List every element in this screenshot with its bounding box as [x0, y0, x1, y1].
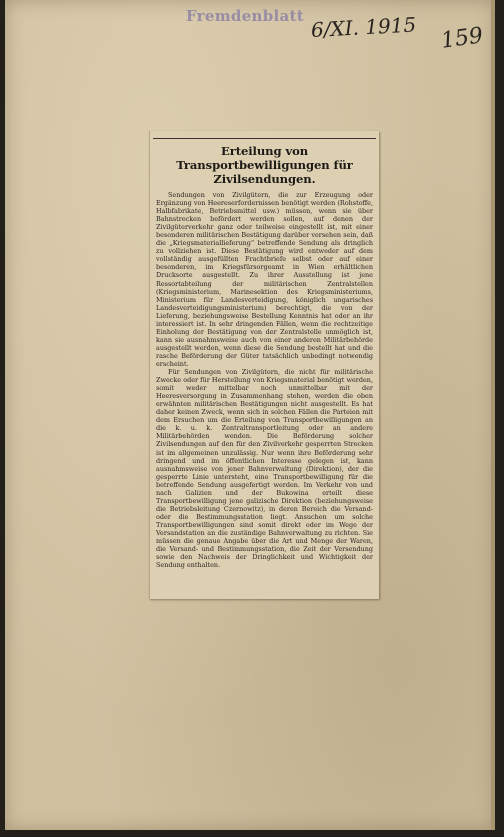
archive-page	[5, 0, 495, 830]
page-edge	[491, 0, 495, 830]
article-body	[156, 191, 373, 569]
handwritten-date: 6/XI. 1915	[310, 12, 417, 42]
article-headline: Erteilung von Transportbewilligungen für Zivilsendungen.	[176, 144, 353, 186]
newspaper-stamp: Fremdenblatt	[186, 7, 305, 25]
article-paragraph-2: Für Sendungen von Zivilgütern, die nicht für militärische Zwecke oder für Herstellung von Kriegsmaterial benötigt werden, somit weder mittelbar noch unmittelbar mit der Heeresversorgung in Zusammenhang stehen, werden die oben erwähnten militärischen Bestätigungen nicht ausgestellt. Es hat daher keinen Zweck, wenn sich in solchen Fällen die Parteien mit dem Ersuchen um die Erteilung von Transportbewilligungen an die k. u. k. Zentraltransportleitung oder an andere Militärbehörden wenden. Die Beförderung solcher Zivilsendungen auf den für den Zivilverkehr gesperrten Strecken ist im allgemeinen unzulässig. Nur wenn ihre Beförderung sehr dringend und im öffentlichen Interesse gelegen ist, kann ausnahmsweise von jener Bahnverwaltung (Direktion), der die gesperrte Linie untersteht, eine Transportbewilligung für die betreffende Sendung ausgefertigt werden. Im Verkehr von und nach Galizien und der Bukowina erteilt diese Transportbewilligung jene galizische Direktion (beziehungsweise die Betriebsleitung Czernowitz), in deren Bereich die Versand- oder die Bestimmungsstation liegt. Ansuchen um solche Transportbewilligungen sind somit direkt oder im Wege der Versandstation an die zuständige Bahnverwaltung zu richten. Sie müssen die genaue Angabe über die Art und Menge der Waren, die Versand- und Bestimmungsstation, die Zeit der Versendung sowie den Nachweis der Dringlichkeit und Wichtigkeit der Sendung enthalten.	[156, 368, 373, 570]
article-paragraph-1: Sendungen von Zivilgütern, die zur Erzeugung oder Ergänzung von Heereserfordernissen benötigt werden (Rohstoffe, Halbfabrikate, Betriebsmittel usw.) müssen, wenn sie über Bahnstrecken befördert werden sollen, auf denen der Zivilgüterverkehr ganz oder teilweise eingestellt ist, mit einer besonderen militärischen Bestätigung darüber versehen sein, daß die „Kriegsmateriallieferung“ betreffende Sendung als dringlich zu vollziehen ist. Diese Bestätigung wird entweder auf dem vollständig ausgefüllten Frachtbriefe selbst oder auf einer besonderen, im Kriegsfürsorgeamt in Wien erhältlichen Drucksorte ausgestellt. Zu ihrer Ausstellung ist jene Ressortabteilung der militärischen Zentralstellen (Kriegsministerium, Marinesektion des Kriegsministeriums, Ministerium für Landesverteidigung, königlich ungarisches Landesverteidigungsministerium) berechtigt, die von der Lieferung, beziehungsweise Bestellung Kenntnis hat oder an ihr interessiert ist. In sehr dringenden Fällen, wenn die rechtzeitige Einholung der Bestätigung von der Zentralstelle unmöglich ist, kann sie ausnahmsweise auch von einer anderen Militärbehörde ausgestellt werden, wenn diese die Sendung bestellt hat und die rasche Beförderung der Güter tatsächlich unbedingt notwendig erscheint.	[156, 191, 373, 368]
newspaper-clipping	[149, 131, 379, 599]
folio-number: 159	[439, 23, 485, 54]
clipping-top-rule	[153, 138, 376, 139]
